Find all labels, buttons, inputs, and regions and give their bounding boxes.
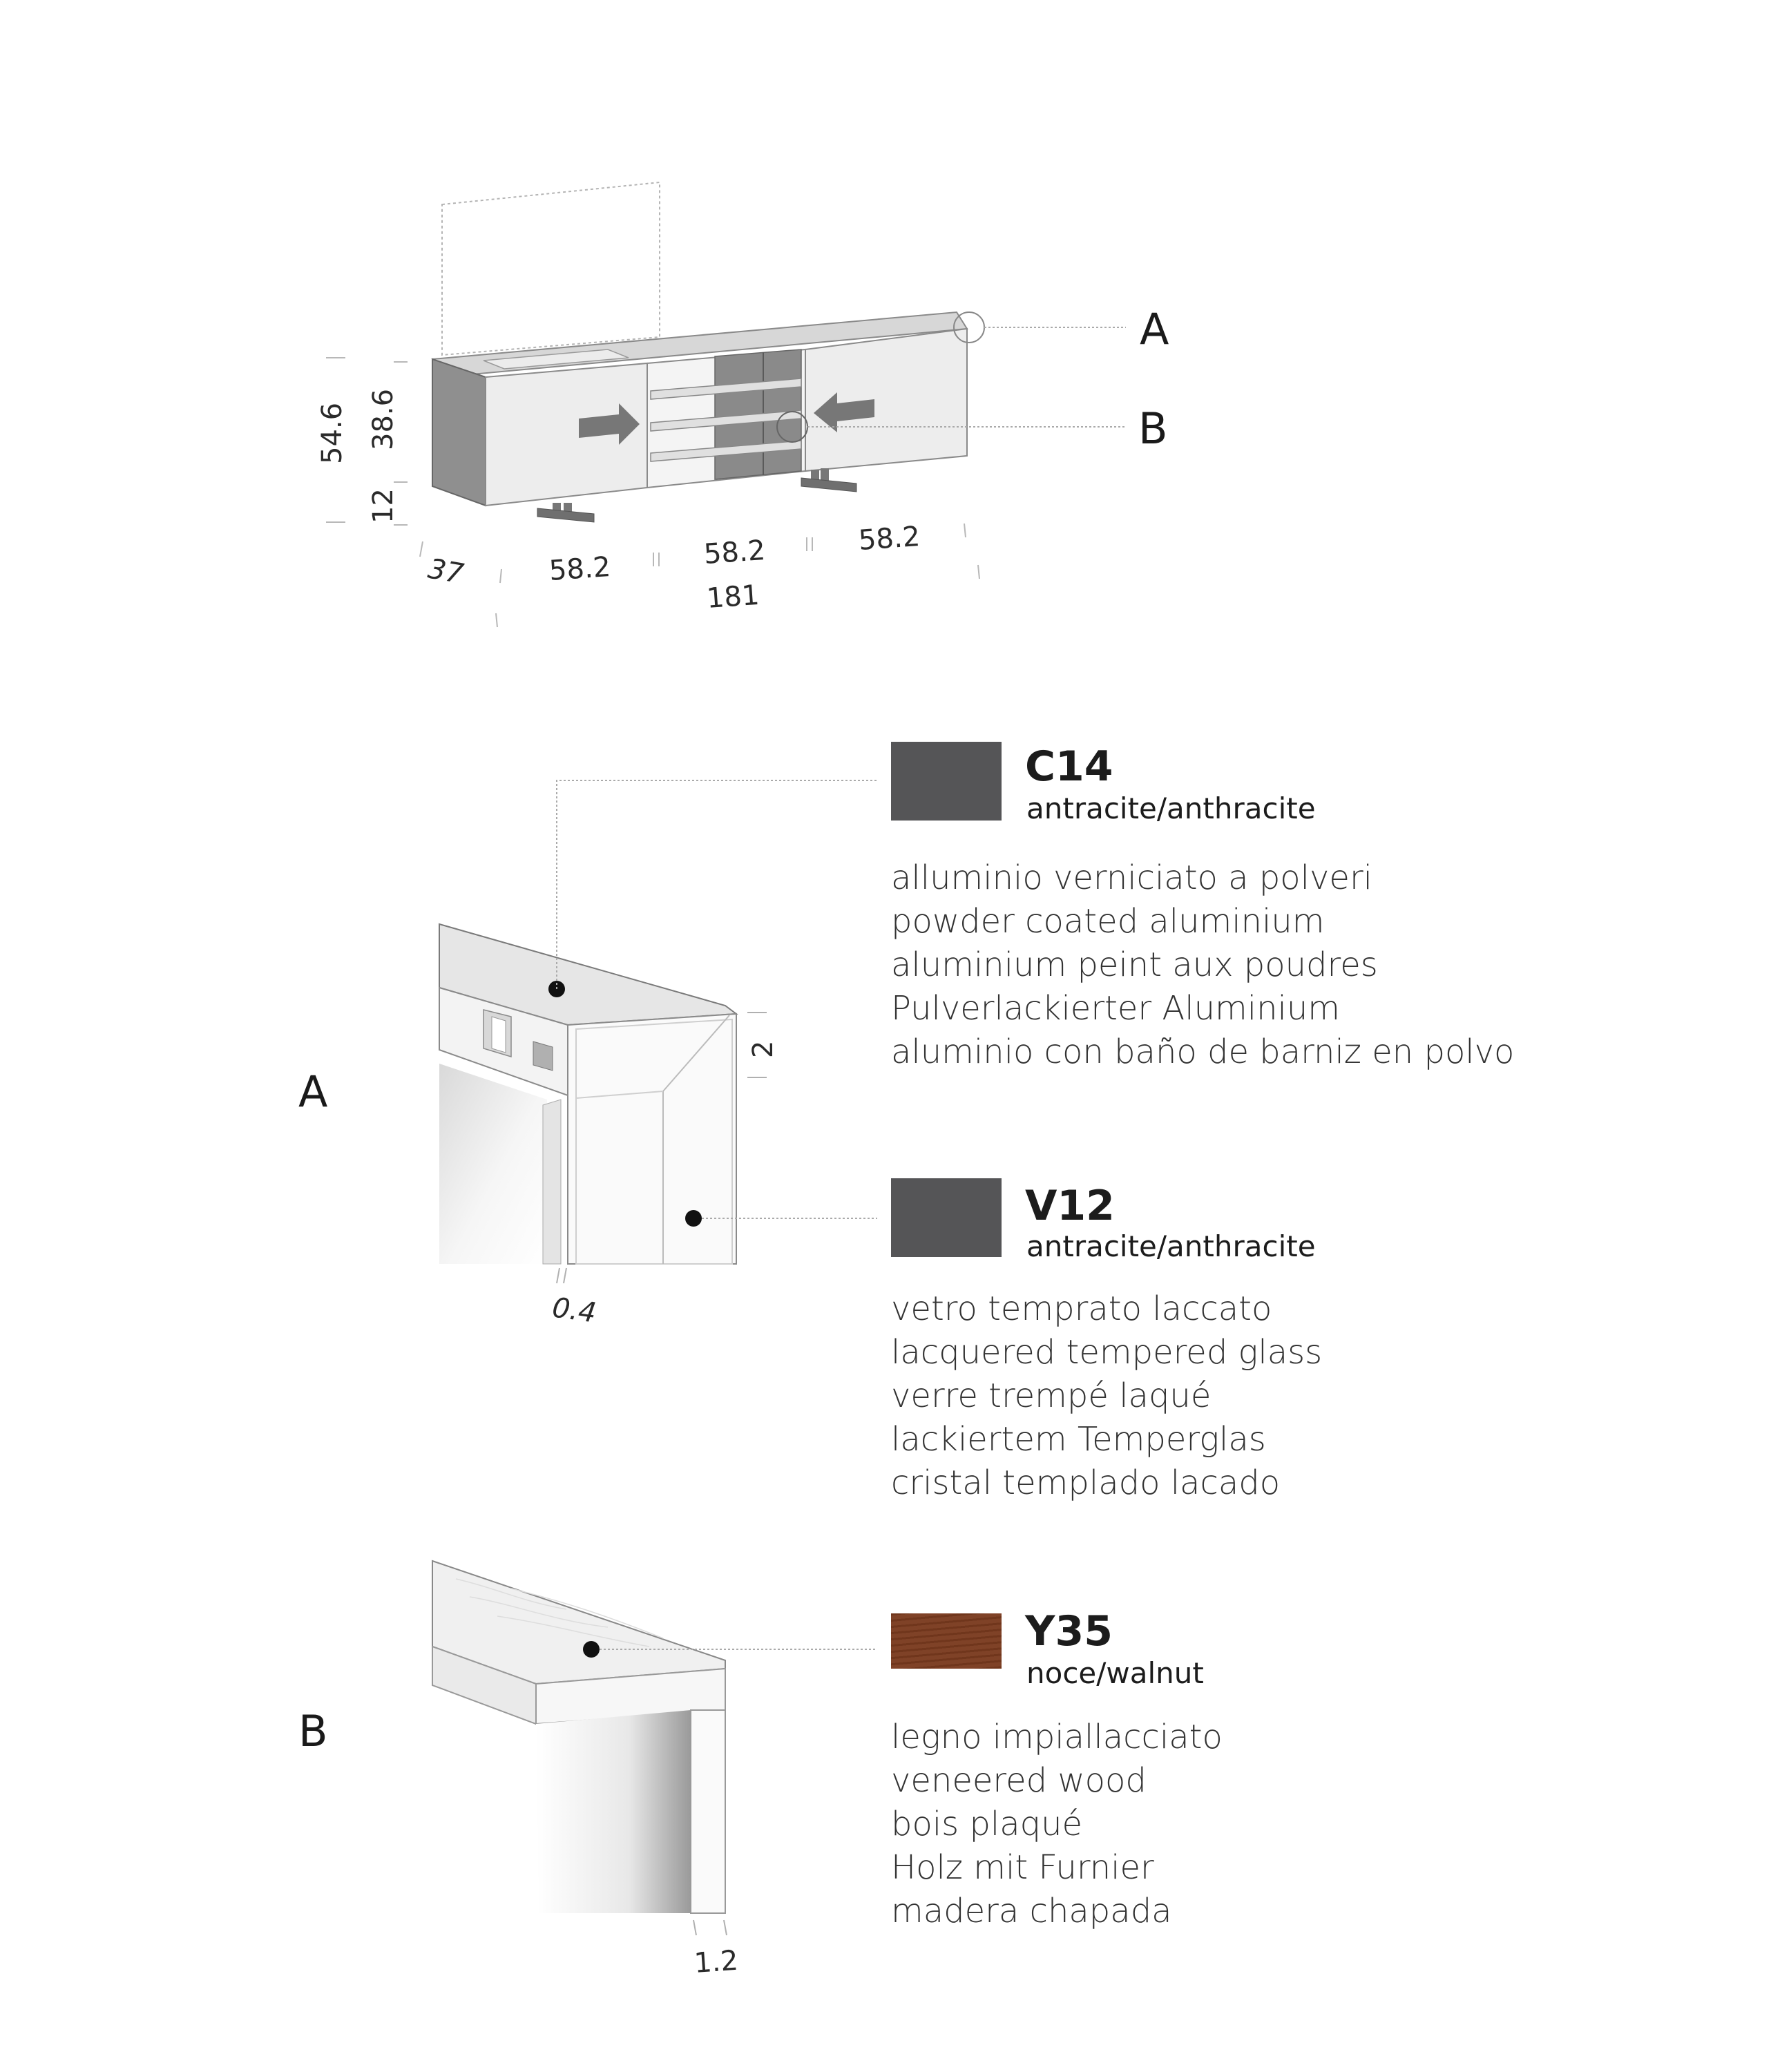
finish-desc-v12 xyxy=(891,1287,1322,1505)
sideboard-overview xyxy=(316,182,1169,627)
desc-line: cristal templado lacado xyxy=(891,1464,1281,1502)
desc-line: lackiertem Temperglas xyxy=(891,1420,1266,1459)
callout-label-b: B xyxy=(1138,403,1168,454)
dim-shelf-thickness: 1.2 xyxy=(693,1944,740,1979)
dim-height-legs: 12 xyxy=(367,488,399,524)
desc-line: Pulverlackierter Aluminium xyxy=(891,989,1341,1028)
finish-code-y35: Y35 xyxy=(1025,1607,1113,1656)
dim-module-1: 58.2 xyxy=(548,550,612,587)
desc-line: veneered wood xyxy=(891,1761,1147,1800)
desc-line: verre trempé laqué xyxy=(891,1376,1212,1415)
sideboard-left-side xyxy=(432,359,486,506)
dim-module-2: 58.2 xyxy=(702,534,767,570)
finish-marker-v12 xyxy=(685,1210,702,1227)
detail-b-label: B xyxy=(298,1706,328,1756)
finish-marker-y35 xyxy=(583,1641,600,1658)
finish-name-v12: antracite/anthracite xyxy=(1026,1229,1316,1263)
dim-frame-top: 2 xyxy=(747,1040,779,1058)
swatch-c14 xyxy=(891,742,1002,821)
desc-line: aluminium peint aux poudres xyxy=(891,946,1378,984)
shelf-shadow xyxy=(536,1710,691,1913)
desc-line: lacquered tempered glass xyxy=(891,1333,1323,1372)
callout-label-a: A xyxy=(1140,304,1169,354)
dim-height-body: 38.6 xyxy=(367,388,399,450)
dim-depth: 37 xyxy=(425,553,466,591)
side-panel xyxy=(691,1710,725,1913)
finish-code-v12: V12 xyxy=(1025,1182,1115,1230)
desc-line: alluminio verniciato a polveri xyxy=(891,858,1373,897)
dim-width-total: 181 xyxy=(705,579,760,615)
detail-b xyxy=(298,1561,877,1979)
finish-name-y35: noce/walnut xyxy=(1026,1656,1204,1690)
glass-door xyxy=(568,1014,736,1264)
finish-desc-c14 xyxy=(891,856,1514,1074)
desc-line: madera chapada xyxy=(891,1892,1172,1930)
desc-line: aluminio con baño de barniz en polvo xyxy=(891,1033,1515,1071)
desc-line: powder coated aluminium xyxy=(891,902,1325,941)
desc-line: vetro temprato laccato xyxy=(891,1289,1272,1328)
desc-line: bois plaqué xyxy=(891,1805,1083,1843)
finish-code-c14: C14 xyxy=(1025,742,1113,791)
finish-desc-y35 xyxy=(891,1716,1223,1933)
desc-line: Holz mit Furnier xyxy=(891,1848,1154,1887)
dim-module-3: 58.2 xyxy=(857,520,921,557)
swatch-v12 xyxy=(891,1178,1002,1257)
desc-line: legno impiallacciato xyxy=(891,1718,1223,1756)
dim-height-total: 54.6 xyxy=(316,402,348,464)
cabinet-interior xyxy=(439,1064,547,1264)
detail-a xyxy=(298,780,877,1330)
dim-glass-thickness: 0.4 xyxy=(550,1292,599,1330)
finish-name-c14: antracite/anthracite xyxy=(1026,792,1316,825)
tv-outline xyxy=(442,182,660,355)
detail-a-label: A xyxy=(298,1066,328,1117)
swatch-y35 xyxy=(891,1613,1002,1669)
